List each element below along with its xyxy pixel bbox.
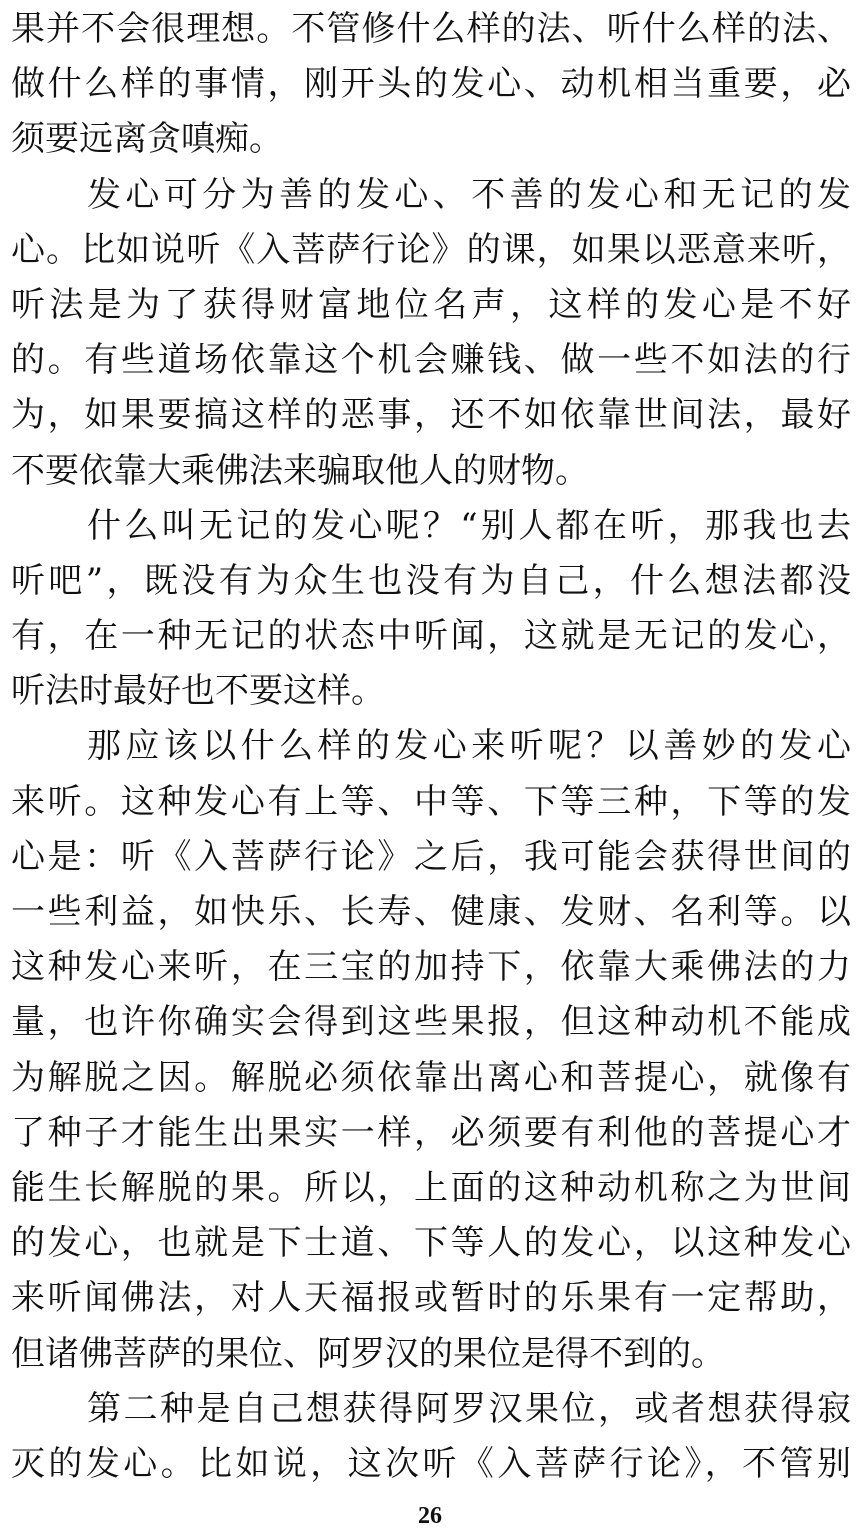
paragraph-first-line: 第二种是自己想获得阿罗汉果位，或者想获得寂	[87, 1388, 851, 1429]
text-line: 听法是为了获得财富地位名声，这样的发心是不好	[11, 284, 851, 325]
text-line: 量，也许你确实会得到这些果报，但这种动机不能成	[11, 1002, 851, 1043]
text-line: 听法时最好也不要这样。	[11, 671, 385, 712]
text-line: 不要依靠大乘佛法来骗取他人的财物。	[11, 450, 589, 491]
text-line: 做什么样的事情，刚开头的发心、动机相当重要，必	[11, 64, 851, 105]
page-number: 26	[418, 1503, 442, 1529]
text-line: 心。比如说听《入菩萨行论》的课，如果以恶意来听，	[11, 229, 851, 270]
text-line: 听吧”，既没有为众生也没有为自己，什么想法都没	[11, 560, 851, 601]
text-line: 心是：听《入菩萨行论》之后，我可能会获得世间的	[11, 836, 851, 877]
text-line: 须要远离贪嗔痴。	[11, 119, 283, 160]
text-line: 的发心，也就是下士道、下等人的发心，以这种发心	[11, 1223, 851, 1264]
text-line: 的。有些道场依靠这个机会赚钱、做一些不如法的行	[11, 340, 851, 381]
text-line: 一些利益，如快乐、长寿、健康、发财、名利等。以	[11, 892, 851, 932]
text-line: 来听。这种发心有上等、中等、下等三种，下等的发	[11, 781, 851, 822]
text-line: 为解脱之因。解脱必须依靠出离心和菩提心，就像有	[11, 1057, 851, 1098]
body-text	[11, 2, 851, 1492]
text-line: 这种发心来听，在三宝的加持下，依靠大乘佛法的力	[11, 947, 851, 988]
text-line: 能生长解脱的果。所以，上面的这种动机称之为世间	[11, 1167, 851, 1208]
text-line: 了种子才能生出果实一样，必须要有利他的菩提心才	[11, 1112, 851, 1153]
paragraph-first-line: 什么叫无记的发心呢？“别人都在听，那我也去	[87, 505, 851, 546]
text-line: 果并不会很理想。不管修什么样的法、听什么样的法、	[11, 9, 851, 49]
paragraph-first-line: 发心可分为善的发心、不善的发心和无记的发	[87, 174, 851, 215]
text-line: 灭的发心。比如说，这次听《入菩萨行论》，不管别	[11, 1443, 851, 1484]
paragraph-first-line: 那应该以什么样的发心来听呢？以善妙的发心	[87, 726, 851, 767]
text-line: 为，如果要搞这样的恶事，还不如依靠世间法，最好	[11, 395, 851, 436]
text-line: 有，在一种无记的状态中听闻，这就是无记的发心，	[11, 616, 851, 657]
text-line: 来听闻佛法，对人天福报或暂时的乐果有一定帮助，	[11, 1278, 851, 1319]
text-line: 但诸佛菩萨的果位、阿罗汉的果位是得不到的。	[11, 1333, 725, 1374]
